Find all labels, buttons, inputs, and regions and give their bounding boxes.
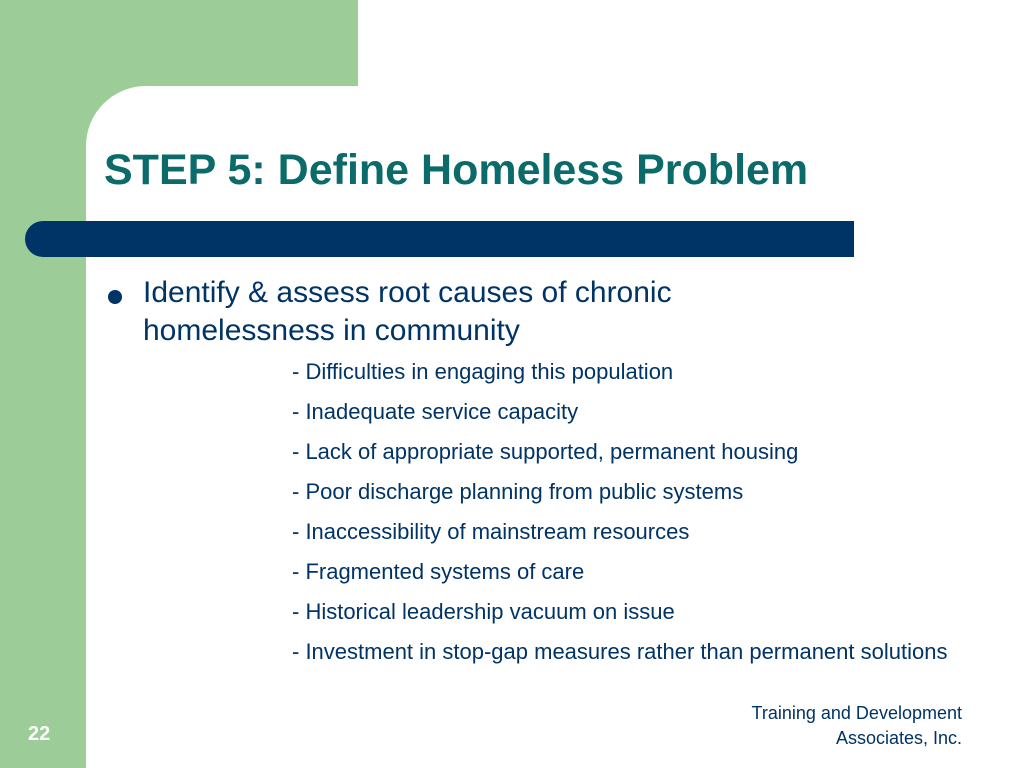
list-item: - Lack of appropriate supported, permanent housing — [292, 439, 799, 464]
list-item: - Historical leadership vacuum on issue — [292, 599, 675, 624]
page-number: 22 — [28, 723, 51, 745]
list-item: - Difficulties in engaging this population — [292, 359, 674, 384]
footer-line-2: Associates, Inc. — [835, 728, 962, 748]
bullet-dot-icon — [108, 290, 122, 304]
white-top-area — [358, 0, 1024, 90]
root-causes-list — [292, 360, 972, 680]
list-item: - Fragmented systems of care — [292, 559, 585, 584]
green-left-strip — [0, 0, 86, 768]
footer-line-1: Training and Development — [751, 703, 962, 723]
slide-title: STEP 5: Define Homeless Problem — [104, 146, 809, 194]
list-item: - Investment in stop-gap measures rather than permanent solutions — [292, 639, 948, 664]
footer-organization — [662, 701, 962, 751]
list-item: - Poor discharge planning from public systems — [292, 479, 744, 504]
main-bullet-text: Identify & assess root causes of chronic homelessness in community — [143, 276, 672, 347]
list-item: - Inaccessibility of mainstream resources — [292, 519, 690, 544]
title-underline-bar — [25, 221, 854, 257]
list-item: - Inadequate service capacity — [292, 399, 579, 424]
